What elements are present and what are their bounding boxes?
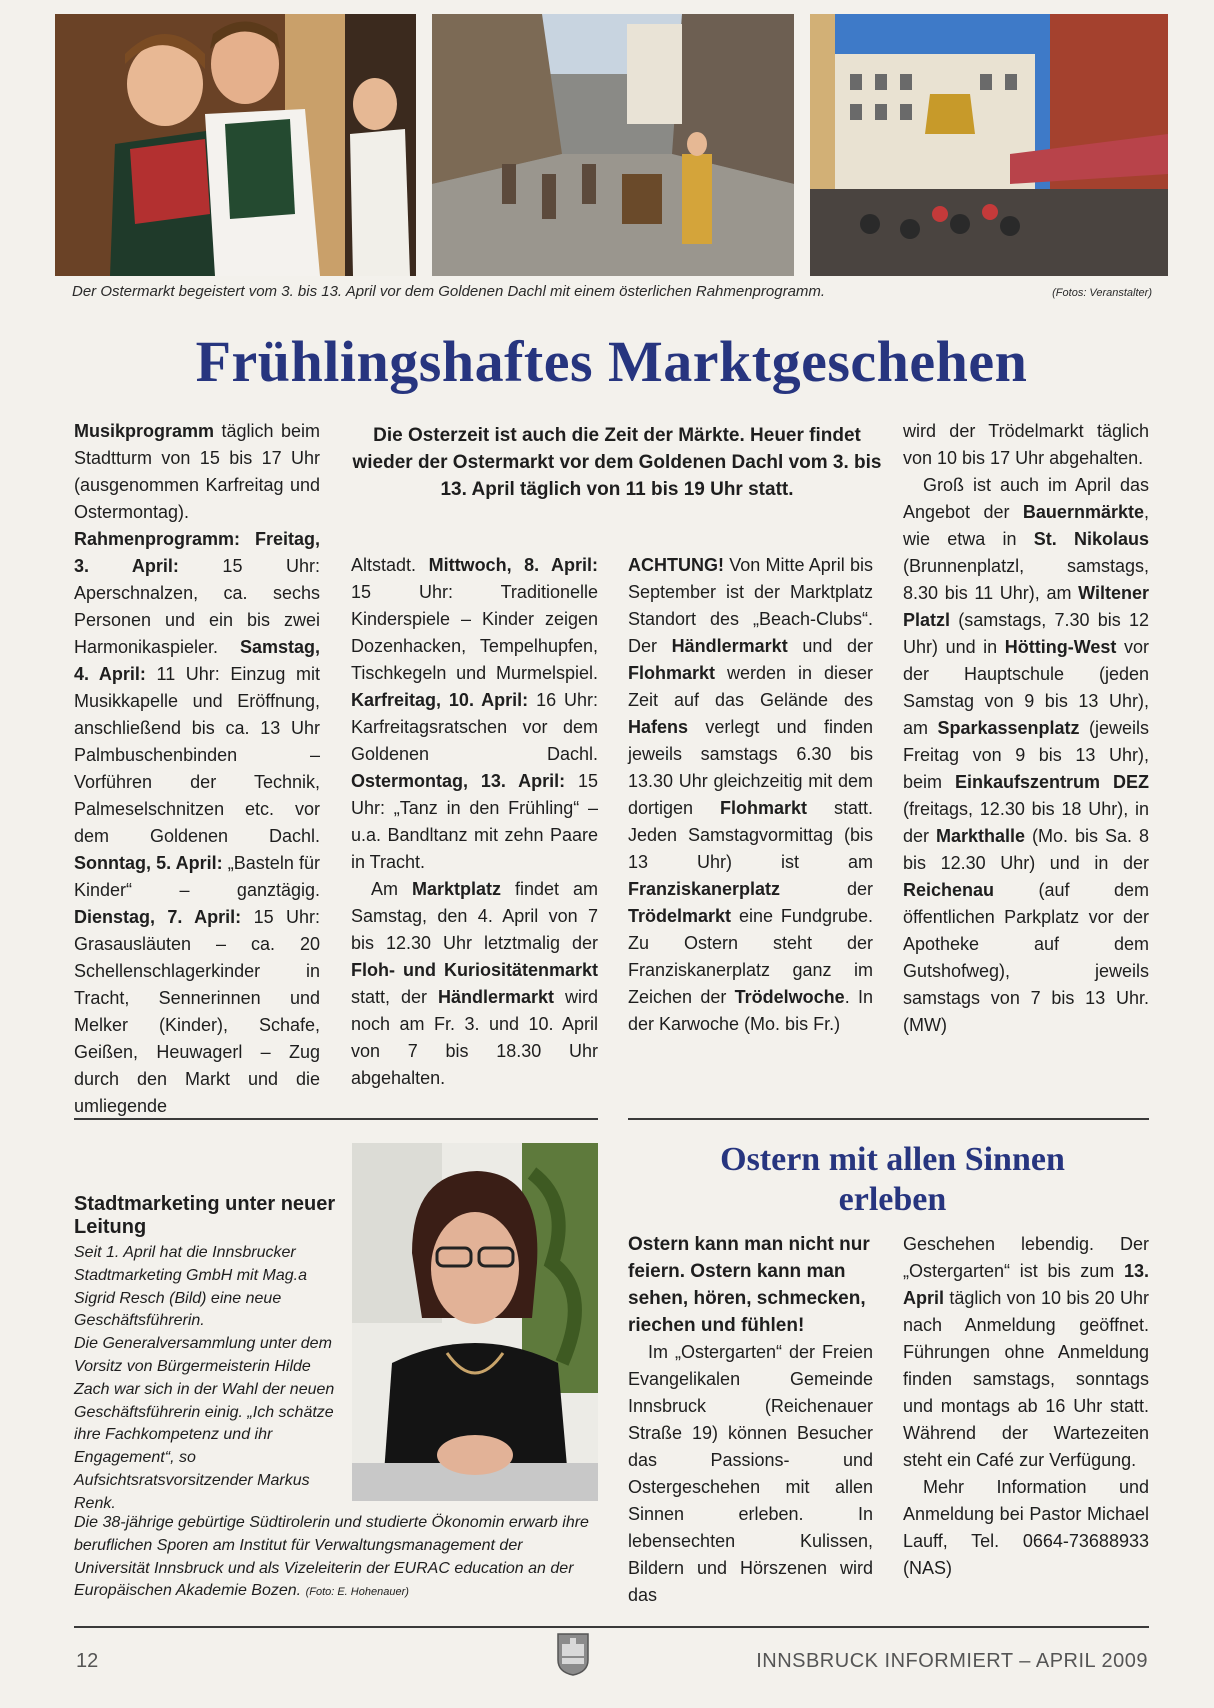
text-run: . In der Karwoche (Mo. bis Fr.) <box>628 987 873 1034</box>
text-strong: Bauernmärkte <box>1022 502 1144 522</box>
text-run: täglich beim Stadtturm von 15 bis 17 Uhr (ausgenommen Karfreitag und Ostermontag). <box>74 421 320 522</box>
ostern-paragraph: Mehr Information und Anmeldung bei Pastor Michael Lauff, Tel. 0664-73688933 (NAS) <box>903 1477 1149 1578</box>
text-strong: Samstag, 4. April: <box>74 637 320 684</box>
text-run: vor der Hauptschule (jeden Samstag von 9 bis 13 Uhr), am <box>903 637 1149 738</box>
text-run: 11 Uhr: Einzug mit Musikkapelle und Eröffnung, anschließend bis ca. 13 Uhr Palmbuschenbinden – Vorführen der Technik, Palmeselschnitzen etc. vor dem Goldenen Dachl. <box>74 664 321 846</box>
text-strong: Flohmarkt <box>628 663 716 683</box>
text-run: verlegt und finden jeweils samstags 6.30 bis 13.30 Uhr gleichzeitig mit dem dortigen <box>628 717 873 818</box>
text-strong: ACHTUNG! <box>628 555 724 575</box>
text-strong: Musikprogramm <box>74 421 215 441</box>
text-run: und der <box>787 636 873 656</box>
text-run: der <box>780 879 873 899</box>
sidebar-paragraph: Die 38-jährige gebürtige Südtirolerin und studierte Ökonomin erwarb ihre beruflichen Sporen am Institut für Verwaltungsmanagement der Universität Innsbruck und als Vizeleiterin der EURAC education an der Europäischen Akademie Bozen. <box>74 1514 589 1600</box>
text-run: findet am Samstag, den 4. April von 7 bis 12.30 Uhr letztmalig der <box>351 879 598 953</box>
text-strong: Sonntag, 5. April: <box>74 853 223 873</box>
photo-golden-roof-market <box>810 14 1168 276</box>
text-run: Altstadt. <box>351 555 429 575</box>
article-column-4 <box>903 418 1149 1039</box>
publication-title: INNSBRUCK INFORMIERT – APRIL 2009 <box>756 1650 1148 1672</box>
photo-dancing-children <box>55 14 416 276</box>
text-run: 15 Uhr: „Tanz in den Frühling“ – u.a. Bandltanz mit zehn Paare in Tracht. <box>351 771 598 872</box>
section-divider-left <box>74 1118 598 1120</box>
photo-caption <box>72 283 1152 300</box>
text-strong: Mittwoch, 8. April: <box>428 555 598 575</box>
text-strong: Reichenau <box>903 880 995 900</box>
photo-street-parade <box>432 14 794 276</box>
article-column-1 <box>74 418 320 1120</box>
portrait-image <box>352 1143 598 1501</box>
ostern-paragraph: Im „Ostergarten“ der Freien Evangelikalen Gemeinde Innsbruck (Reichenauer Straße 19) können Besucher das Passions- und Ostergeschehen mit allen Sinnen erleben. In lebensechten Kulissen, Bildern und Hörszenen wird das <box>628 1342 873 1605</box>
text-strong: Händlermarkt <box>437 987 555 1007</box>
text-strong: Flohmarkt <box>720 798 808 818</box>
photo-golden-roof-market-image <box>810 14 1168 276</box>
text-run: eine Fundgrube. Zu Ostern steht der Franziskanerplatz ganz im Zeichen der <box>628 906 873 1007</box>
text-run: statt. Jeden Samstagvormittag (bis 13 Uhr) ist am <box>628 798 873 872</box>
text-run: täglich von 10 bis 20 Uhr nach Anmeldung geöffnet. Führungen ohne Anmeldung finden samstags, sonntags und montags ab 16 Uhr statt. Während der Wartezeiten steht ein Café zur Verfügung. <box>903 1288 1149 1470</box>
text-strong: Trödelmarkt <box>628 906 732 926</box>
text-strong: Ostermontag, 13. April: <box>351 771 566 791</box>
city-crest-icon <box>556 1632 590 1676</box>
caption-credit: (Fotos: Veranstalter) <box>1052 287 1152 299</box>
article-column-3 <box>628 552 873 1038</box>
text-run: „Basteln für Kinder“ – ganztägig. <box>74 853 320 900</box>
text-run: (freitags, 12.30 bis 18 Uhr), in der <box>903 799 1149 846</box>
article-headline: Frühlingshaftes Marktgeschehen <box>195 329 1028 394</box>
text-run: Am <box>371 879 412 899</box>
text-run: , wie etwa in <box>903 502 1149 549</box>
ostern-headline: Ostern mit allen Sinnen erleben <box>720 1141 1065 1218</box>
text-strong: Einkaufszentrum DEZ <box>955 772 1150 792</box>
portrait-credit: (Foto: E. Hohenauer) <box>305 1586 409 1599</box>
portrait-photo <box>352 1143 598 1501</box>
text-run: 15 Uhr: Aperschnalzen, ca. sechs Personen und ein bis zwei Harmonikaspieler. <box>74 556 321 657</box>
article-lead: Die Osterzeit ist auch die Zeit der Märkte. Heuer findet wieder der Ostermarkt vor dem Goldenen Dachl vom 3. bis 13. April täglich von 11 bis 19 Uhr statt. <box>352 425 882 500</box>
text-run: (auf dem öffentlichen Parkplatz vor der Apotheke auf dem Gutshofweg), jeweils samstags von 7 bis 13 Uhr. (MW) <box>903 880 1149 1035</box>
photo-dancing-children-image <box>55 14 416 276</box>
ostern-column-2 <box>903 1231 1149 1582</box>
text-strong: Floh- und Kuriositätenmarkt <box>351 960 598 980</box>
text-strong: Karfreitag, 10. April: <box>351 690 529 710</box>
text-strong: Wiltener Platzl <box>903 583 1149 630</box>
sidebar-title: Stadtmarketing unter neuer Leitung <box>74 1193 336 1238</box>
text-run: Von Mitte April bis September ist der Marktplatz Standort des „Beach-Clubs“. Der <box>628 555 873 656</box>
text-run: (samstags, 7.30 bis 12 Uhr) und in <box>903 610 1149 657</box>
text-strong: Marktplatz <box>411 879 501 899</box>
text-strong: Händlermarkt <box>671 636 788 656</box>
text-strong: 13. April <box>903 1261 1149 1308</box>
text-run: wird noch am Fr. 3. und 10. April von 7 bis 18.30 Uhr abgehalten. <box>351 987 598 1088</box>
sidebar-text-bottom <box>74 1512 600 1604</box>
text-run: 15 Uhr: Grasausläuten – ca. 20 Schellenschlagerkinder in Tracht, Sennerinnen und Melker (Kinder), Schafe, Geißen, Heuwagerl – Zug durch den Markt und die umliegende <box>74 907 321 1116</box>
text-run: (Mo. bis Sa. 8 bis 12.30 Uhr) und in der <box>903 826 1149 873</box>
page-number: 12 <box>76 1650 99 1672</box>
text-strong: Hötting-West <box>1004 637 1117 657</box>
caption-text: Der Ostermarkt begeistert vom 3. bis 13. April vor dem Goldenen Dachl mit einem österlichen Rahmenprogramm. <box>72 283 826 300</box>
text-strong: Hafens <box>628 717 689 737</box>
article-column-2 <box>351 552 598 1092</box>
crest-graphic <box>556 1632 590 1676</box>
footer-divider <box>74 1626 1149 1628</box>
text-run: (Brunnenplatzl, samstags, 8.30 bis 11 Uhr), am <box>903 556 1149 603</box>
text-strong: Franziskanerplatz <box>628 879 781 899</box>
text-strong: Dienstag, 7. April: <box>74 907 242 927</box>
sidebar-paragraph: Die Generalversammlung unter dem Vorsitz von Bürgermeisterin Hilde Zach war sich in der Wahl der neuen Geschäftsführerin einig. „Ich schätze ihre Fachkompetenz und ihr Engagement“, so Aufsichtsratsvorsitzender Markus Renk. <box>74 1335 335 1512</box>
section-divider-right <box>628 1118 1149 1120</box>
sidebar-paragraph: Seit 1. April hat die Innsbrucker Stadtmarketing GmbH mit Mag.a Sigrid Resch (Bild) eine neue Geschäftsführerin. <box>74 1244 307 1330</box>
text-strong: Markthalle <box>936 826 1026 846</box>
text-strong: Rahmenprogramm: Freitag, 3. April: <box>74 529 320 576</box>
text-strong: Trödelwoche <box>734 987 845 1007</box>
text-run: 15 Uhr: Traditionelle Kinderspiele – Kinder zeigen Dozenhacken, Tempelhupfen, Tischkegeln und Murmelspiel. <box>351 582 598 683</box>
text-paragraph: wird der Trödelmarkt täglich von 10 bis 17 Uhr abgehalten. <box>903 421 1149 468</box>
ostern-column-1 <box>628 1231 873 1609</box>
sidebar-text <box>74 1242 336 1516</box>
text-run: (jeweils Freitag von 9 bis 13 Uhr), beim <box>903 718 1149 792</box>
text-run: statt, der <box>351 987 438 1007</box>
text-strong: St. Nikolaus <box>1033 529 1149 549</box>
text-run: werden in dieser Zeit auf das Gelände des <box>628 663 873 710</box>
text-run: Groß ist auch im April das Angebot der <box>903 475 1149 522</box>
text-run: Geschehen lebendig. Der „Ostergarten“ ist bis zum <box>903 1234 1149 1281</box>
text-strong: Sparkassenplatz <box>937 718 1080 738</box>
text-run: 16 Uhr: Karfreitagsratschen vor dem Goldenen Dachl. <box>351 690 598 764</box>
photo-street-parade-image <box>432 14 794 276</box>
ostern-lead: Ostern kann man nicht nur feiern. Ostern kann man sehen, hören, schmecken, riechen und fühlen! <box>628 1234 870 1336</box>
